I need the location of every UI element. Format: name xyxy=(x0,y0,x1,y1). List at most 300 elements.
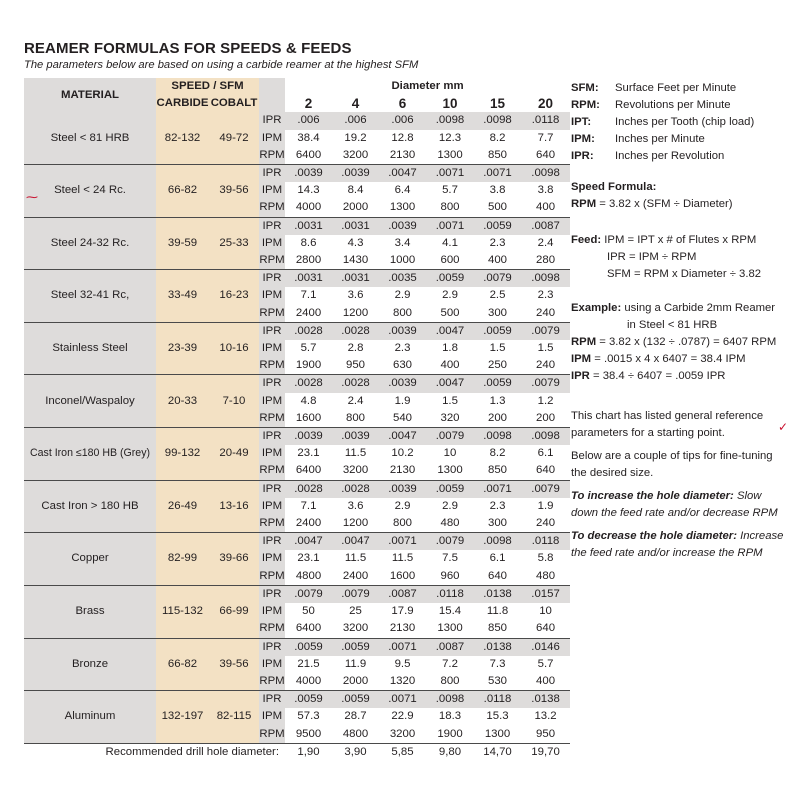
value-cell: 5.8 xyxy=(537,552,554,565)
carbide-sfm: 23-39 xyxy=(156,322,209,375)
value-cell: 5.7 xyxy=(300,342,317,355)
value-cell: 300 xyxy=(474,305,521,323)
table-row xyxy=(24,480,570,498)
page-subtitle: The parameters below are based on using a carbide reamer at the highest SFM xyxy=(24,59,419,71)
value-cell: 23.1 xyxy=(297,552,320,565)
value-cell: 1.5 xyxy=(537,342,554,355)
example-line-1: Example: using a Carbide 2mm Reamer xyxy=(571,302,776,314)
value-cell: 6.4 xyxy=(394,184,411,197)
value-cell: 960 xyxy=(426,568,474,586)
drill-hole-value: 1,90 xyxy=(297,745,320,758)
value-cell: 400 xyxy=(521,673,570,691)
value-cell: 2400 xyxy=(332,568,379,586)
unit-label-rpm: RPM xyxy=(259,305,285,323)
unit-label-ipm: IPM xyxy=(259,287,285,304)
value-cell: .0047 xyxy=(332,533,379,551)
value-cell: 240 xyxy=(521,305,570,323)
cobalt-sfm: 10-16 xyxy=(209,322,259,375)
material-name: Steel 24-32 Rc. xyxy=(24,217,156,270)
value-cell: 640 xyxy=(474,568,521,586)
value-cell: .0059 xyxy=(285,691,332,709)
header-speed-sfm: SPEED / SFM xyxy=(156,78,259,95)
abbreviation-sfm: SFM: Surface Feet per Minute xyxy=(571,82,737,94)
unit-label-ipr: IPR xyxy=(259,585,285,603)
header-diameter-10: 10 xyxy=(442,96,458,112)
value-cell: .0039 xyxy=(285,428,332,446)
value-cell: 1430 xyxy=(332,252,379,270)
example-rpm: RPM = 3.82 x (132 ÷ .0787) = 6407 RPM xyxy=(571,336,777,348)
value-cell: 8.2 xyxy=(489,447,506,460)
unit-label-ipr: IPR xyxy=(259,480,285,498)
value-cell: 7.5 xyxy=(442,552,458,565)
page-title: REAMER FORMULAS FOR SPEEDS & FEEDS xyxy=(24,40,352,57)
value-cell: 2.9 xyxy=(442,499,458,512)
reamer-chart-page xyxy=(18,36,790,788)
header-diameter-20: 20 xyxy=(538,96,554,112)
value-cell: .0079 xyxy=(426,533,474,551)
value-cell: 300 xyxy=(474,515,521,533)
value-cell: 3.8 xyxy=(537,184,554,197)
value-cell: 4.8 xyxy=(300,394,317,407)
material-name: Brass xyxy=(24,585,156,638)
value-cell: 1300 xyxy=(426,620,474,638)
header-diameter-4: 4 xyxy=(351,96,360,112)
value-cell: 4.1 xyxy=(442,236,458,249)
value-cell: 2.5 xyxy=(489,289,506,302)
value-cell: .0031 xyxy=(332,217,379,235)
value-cell: .0138 xyxy=(474,585,521,603)
value-cell: 600 xyxy=(426,252,474,270)
value-cell: 3.4 xyxy=(394,236,411,249)
unit-label-ipr: IPR xyxy=(259,428,285,446)
value-cell: 640 xyxy=(521,462,570,480)
value-cell: 7.7 xyxy=(537,131,554,144)
value-cell: 10 xyxy=(443,447,457,460)
value-cell: 850 xyxy=(474,462,521,480)
table-row xyxy=(24,112,570,129)
material-name: Inconel/Waspaloy xyxy=(24,375,156,428)
value-cell: .0079 xyxy=(332,585,379,603)
value-cell: .0098 xyxy=(521,165,570,183)
value-cell: 2400 xyxy=(285,515,332,533)
value-cell: .0047 xyxy=(426,375,474,393)
value-cell: 540 xyxy=(379,410,426,428)
value-cell: .0118 xyxy=(474,691,521,709)
value-cell: 11.5 xyxy=(344,552,367,565)
value-cell: .0059 xyxy=(426,480,474,498)
unit-label-rpm: RPM xyxy=(259,568,285,586)
value-cell: .0098 xyxy=(426,691,474,709)
value-cell: 6.1 xyxy=(537,447,554,460)
value-cell: .0039 xyxy=(285,165,332,183)
value-cell: 1600 xyxy=(285,410,332,428)
unit-label-rpm: RPM xyxy=(259,199,285,217)
value-cell: 5.7 xyxy=(442,184,458,197)
value-cell: 500 xyxy=(426,305,474,323)
value-cell: 240 xyxy=(521,357,570,375)
material-name: Cast Iron > 180 HB xyxy=(24,480,156,533)
value-cell: 2000 xyxy=(332,673,379,691)
value-cell: .0031 xyxy=(332,270,379,288)
value-cell: .0071 xyxy=(379,533,426,551)
feed-formulas xyxy=(571,232,791,283)
value-cell: 8.4 xyxy=(347,184,364,197)
value-cell: 3200 xyxy=(379,726,426,744)
value-cell: .0059 xyxy=(332,691,379,709)
carbide-sfm: 82-132 xyxy=(156,112,209,164)
value-cell: .0071 xyxy=(379,691,426,709)
value-cell: 2.3 xyxy=(489,236,506,249)
drill-hole-label: Recommended drill hole diameter: xyxy=(105,745,279,758)
value-cell: .0079 xyxy=(474,270,521,288)
carbide-sfm: 66-82 xyxy=(156,638,209,691)
value-cell: .0059 xyxy=(426,270,474,288)
unit-label-rpm: RPM xyxy=(259,462,285,480)
speed-formula xyxy=(571,179,791,213)
value-cell: 9.5 xyxy=(394,657,411,670)
value-cell: 250 xyxy=(474,357,521,375)
material-name: Cast Iron ≤180 HB (Grey) xyxy=(24,428,156,481)
value-cell: .0059 xyxy=(332,638,379,656)
value-cell: .0028 xyxy=(285,480,332,498)
value-cell: 3200 xyxy=(332,147,379,165)
example-line-2: in Steel < 81 HRB xyxy=(627,319,718,331)
value-cell: .0138 xyxy=(474,638,521,656)
value-cell: .0098 xyxy=(474,428,521,446)
value-cell: 2.3 xyxy=(537,289,554,302)
header-diameter: Diameter mm xyxy=(391,80,464,92)
value-cell: .0071 xyxy=(474,165,521,183)
value-cell: 2.8 xyxy=(347,342,364,355)
carbide-sfm: 132-197 xyxy=(156,691,209,744)
cobalt-sfm: 16-23 xyxy=(209,270,259,323)
value-cell: 11.5 xyxy=(344,447,367,460)
table-row xyxy=(24,533,570,551)
value-cell: .0087 xyxy=(426,638,474,656)
value-cell: .0079 xyxy=(426,428,474,446)
value-cell: 23.1 xyxy=(297,447,320,460)
abbreviation-ipm: IPM: Inches per Minute xyxy=(571,133,705,145)
value-cell: 6400 xyxy=(285,620,332,638)
value-cell: 11.8 xyxy=(486,605,509,618)
value-cell: 50 xyxy=(302,605,315,618)
value-cell: 1.3 xyxy=(489,394,506,407)
value-cell: .0157 xyxy=(521,585,570,603)
value-cell: 4800 xyxy=(332,726,379,744)
value-cell: 2.9 xyxy=(394,289,411,302)
value-cell: 2.3 xyxy=(394,342,411,355)
drill-hole-row xyxy=(24,743,570,761)
abbreviation-ipr: IPR: Inches per Revolution xyxy=(571,150,725,162)
value-cell: .0059 xyxy=(285,638,332,656)
value-cell: 1200 xyxy=(332,305,379,323)
value-cell: 4800 xyxy=(285,568,332,586)
value-cell: .006 xyxy=(285,112,332,129)
value-cell: 2.9 xyxy=(442,289,458,302)
value-cell: 800 xyxy=(332,410,379,428)
cobalt-sfm: 66-99 xyxy=(209,585,259,638)
header-material: MATERIAL xyxy=(24,78,156,112)
unit-label-ipm: IPM xyxy=(259,393,285,410)
unit-label-ipr: IPR xyxy=(259,322,285,340)
carbide-sfm: 66-82 xyxy=(156,165,209,218)
general-note: This chart has listed general reference parameters for a starting point. xyxy=(571,410,764,439)
cobalt-sfm: 82-115 xyxy=(209,691,259,744)
value-cell: 8.6 xyxy=(300,236,317,249)
value-cell: .0071 xyxy=(426,165,474,183)
value-cell: 2000 xyxy=(332,199,379,217)
value-cell: .0146 xyxy=(521,638,570,656)
unit-label-ipm: IPM xyxy=(259,603,285,620)
value-cell: 10 xyxy=(539,605,552,618)
material-name: Stainless Steel xyxy=(24,322,156,375)
unit-label-ipr: IPR xyxy=(259,165,285,183)
value-cell: 5.7 xyxy=(537,657,554,670)
abbreviation-ipt: IPT: Inches per Tooth (chip load) xyxy=(571,116,755,128)
value-cell: 6.1 xyxy=(489,552,506,565)
header-carbide: CARBIDE xyxy=(156,95,209,112)
unit-label-rpm: RPM xyxy=(259,357,285,375)
value-cell: 6400 xyxy=(285,147,332,165)
value-cell: 8.2 xyxy=(489,131,506,144)
value-cell: .0047 xyxy=(379,428,426,446)
value-cell: 2.9 xyxy=(394,499,411,512)
value-cell: .0059 xyxy=(474,217,521,235)
value-cell: 320 xyxy=(426,410,474,428)
value-cell: .0071 xyxy=(379,638,426,656)
drill-hole-value: 9,80 xyxy=(438,745,462,758)
value-cell: 2.3 xyxy=(489,499,506,512)
value-cell: 57.3 xyxy=(297,710,320,723)
value-cell: .0098 xyxy=(474,533,521,551)
cobalt-sfm: 25-33 xyxy=(209,217,259,270)
material-name: Steel 32-41 Rc, xyxy=(24,270,156,323)
material-name: Steel < 81 HRB xyxy=(24,112,156,164)
table-row xyxy=(24,428,570,446)
unit-label-ipm: IPM xyxy=(259,498,285,515)
value-cell: 2130 xyxy=(379,147,426,165)
value-cell: .0079 xyxy=(521,375,570,393)
value-cell: 7.1 xyxy=(300,499,317,512)
value-cell: 800 xyxy=(379,515,426,533)
table-row xyxy=(24,322,570,340)
carbide-sfm: 82-99 xyxy=(156,533,209,586)
value-cell: 200 xyxy=(474,410,521,428)
red-pen-mark-icon: ⁓ xyxy=(26,190,38,204)
example-block xyxy=(571,300,791,385)
value-cell: 18.3 xyxy=(438,710,462,723)
value-cell: 800 xyxy=(426,673,474,691)
value-cell: .0031 xyxy=(285,270,332,288)
value-cell: .006 xyxy=(332,112,379,129)
table-row xyxy=(24,638,570,656)
value-cell: 480 xyxy=(426,515,474,533)
value-cell: 640 xyxy=(521,620,570,638)
value-cell: 1000 xyxy=(379,252,426,270)
cobalt-sfm: 49-72 xyxy=(209,112,259,164)
unit-label-ipr: IPR xyxy=(259,217,285,235)
header-diameter-15: 15 xyxy=(489,96,506,112)
value-cell: 7.2 xyxy=(442,657,458,670)
unit-label-rpm: RPM xyxy=(259,252,285,270)
value-cell: 480 xyxy=(521,568,570,586)
value-cell: 800 xyxy=(379,305,426,323)
drill-hole-value: 5,85 xyxy=(391,745,414,758)
value-cell: 1.5 xyxy=(442,394,458,407)
value-cell: 15.3 xyxy=(486,710,509,723)
unit-label-ipm: IPM xyxy=(259,656,285,673)
carbide-sfm: 26-49 xyxy=(156,480,209,533)
value-cell: 1320 xyxy=(379,673,426,691)
cobalt-sfm: 13-16 xyxy=(209,480,259,533)
value-cell: .0098 xyxy=(426,112,474,129)
value-cell: .0138 xyxy=(521,691,570,709)
value-cell: .0028 xyxy=(285,375,332,393)
value-cell: .0039 xyxy=(379,217,426,235)
value-cell: 28.7 xyxy=(344,710,367,723)
unit-label-ipm: IPM xyxy=(259,182,285,199)
value-cell: 2130 xyxy=(379,620,426,638)
unit-label-rpm: RPM xyxy=(259,620,285,638)
unit-label-rpm: RPM xyxy=(259,515,285,533)
value-cell: 10.2 xyxy=(391,447,414,460)
unit-label-ipm: IPM xyxy=(259,445,285,462)
value-cell: .0028 xyxy=(285,322,332,340)
red-check-mark-icon: ✓ xyxy=(778,420,789,434)
value-cell: 1300 xyxy=(474,726,521,744)
speeds-feeds-table xyxy=(24,78,570,761)
value-cell: .0079 xyxy=(521,480,570,498)
value-cell: .0098 xyxy=(521,270,570,288)
value-cell: 630 xyxy=(379,357,426,375)
value-cell: 7.1 xyxy=(300,289,317,302)
carbide-sfm: 20-33 xyxy=(156,375,209,428)
drill-hole-value: 14,70 xyxy=(483,745,512,758)
tips-note: Below are a couple of tips for fine-tuning the desired size. xyxy=(571,450,773,479)
unit-label-ipr: IPR xyxy=(259,375,285,393)
unit-label-rpm: RPM xyxy=(259,726,285,744)
value-cell: 280 xyxy=(521,252,570,270)
cobalt-sfm: 7-10 xyxy=(209,375,259,428)
table-row xyxy=(24,217,570,235)
value-cell: 1300 xyxy=(426,462,474,480)
value-cell: .0047 xyxy=(285,533,332,551)
value-cell: 1900 xyxy=(285,357,332,375)
drill-hole-value: 19,70 xyxy=(531,745,560,758)
value-cell: 1600 xyxy=(379,568,426,586)
value-cell: 3.6 xyxy=(347,289,364,302)
value-cell: 7.3 xyxy=(489,657,506,670)
value-cell: 3.8 xyxy=(489,184,506,197)
abbreviation-list xyxy=(571,80,791,165)
value-cell: 1.9 xyxy=(537,499,554,512)
value-cell: .0071 xyxy=(474,480,521,498)
value-cell: 950 xyxy=(332,357,379,375)
value-cell: 640 xyxy=(521,147,570,165)
value-cell: .0098 xyxy=(521,428,570,446)
value-cell: .0039 xyxy=(379,480,426,498)
value-cell: 1.5 xyxy=(489,342,506,355)
carbide-sfm: 39-59 xyxy=(156,217,209,270)
value-cell: .0059 xyxy=(474,375,521,393)
value-cell: 4.3 xyxy=(347,236,364,249)
value-cell: .0098 xyxy=(474,112,521,129)
unit-label-ipr: IPR xyxy=(259,638,285,656)
feed-line-3: SFM = RPM x Diameter ÷ 3.82 xyxy=(607,268,762,280)
value-cell: 14.3 xyxy=(297,184,320,197)
table-row xyxy=(24,375,570,393)
material-name: Copper xyxy=(24,533,156,586)
unit-label-ipm: IPM xyxy=(259,130,285,147)
value-cell: 530 xyxy=(474,673,521,691)
value-cell: .0039 xyxy=(379,322,426,340)
value-cell: 3200 xyxy=(332,462,379,480)
value-cell: 22.9 xyxy=(391,710,414,723)
cobalt-sfm: 39-56 xyxy=(209,165,259,218)
header-diameter-6: 6 xyxy=(398,96,407,112)
value-cell: 4000 xyxy=(285,199,332,217)
value-cell: 2.4 xyxy=(537,236,554,249)
value-cell: 1300 xyxy=(379,199,426,217)
value-cell: 9500 xyxy=(285,726,332,744)
value-cell: 25 xyxy=(349,605,362,618)
header-cobalt: COBALT xyxy=(209,95,259,112)
value-cell: 1.9 xyxy=(394,394,411,407)
value-cell: .0079 xyxy=(285,585,332,603)
value-cell: .0047 xyxy=(426,322,474,340)
material-name: Aluminum xyxy=(24,691,156,744)
drill-hole-value: 3,90 xyxy=(344,745,367,758)
value-cell: 12.8 xyxy=(391,131,414,144)
value-cell: 1.2 xyxy=(537,394,554,407)
carbide-sfm: 33-49 xyxy=(156,270,209,323)
value-cell: 850 xyxy=(474,620,521,638)
value-cell: 500 xyxy=(474,199,521,217)
value-cell: 1300 xyxy=(426,147,474,165)
carbide-sfm: 99-132 xyxy=(156,428,209,481)
value-cell: 3200 xyxy=(332,620,379,638)
cobalt-sfm: 39-66 xyxy=(209,533,259,586)
unit-label-rpm: RPM xyxy=(259,147,285,165)
value-cell: 400 xyxy=(426,357,474,375)
example-ipr: IPR = 38.4 ÷ 6407 = .0059 IPR xyxy=(571,370,726,382)
cobalt-sfm: 20-49 xyxy=(209,428,259,481)
value-cell: .0039 xyxy=(332,428,379,446)
value-cell: .0039 xyxy=(379,375,426,393)
unit-label-ipm: IPM xyxy=(259,340,285,357)
cobalt-sfm: 39-56 xyxy=(209,638,259,691)
value-cell: .0059 xyxy=(474,322,521,340)
value-cell: 850 xyxy=(474,147,521,165)
unit-label-ipr: IPR xyxy=(259,270,285,288)
unit-label-ipr: IPR xyxy=(259,691,285,709)
material-name: Bronze xyxy=(24,638,156,691)
value-cell: 2400 xyxy=(285,305,332,323)
value-cell: .0031 xyxy=(285,217,332,235)
value-cell: 12.3 xyxy=(438,131,462,144)
carbide-sfm: 115-132 xyxy=(156,585,209,638)
value-cell: 17.9 xyxy=(391,605,414,618)
value-cell: 38.4 xyxy=(297,131,320,144)
value-cell: 15.4 xyxy=(438,605,462,618)
value-cell: 400 xyxy=(521,199,570,217)
value-cell: .0118 xyxy=(521,533,570,551)
speed-formula-equation: RPM = 3.82 x (SFM ÷ Diameter) xyxy=(571,198,733,210)
value-cell: 19.2 xyxy=(344,131,367,144)
unit-label-ipr: IPR xyxy=(259,112,285,129)
feed-line-2: IPR = IPM ÷ RPM xyxy=(607,251,697,263)
increase-tip: To increase the hole diameter: Slow down the feed rate and/or decrease RPM xyxy=(571,490,778,519)
